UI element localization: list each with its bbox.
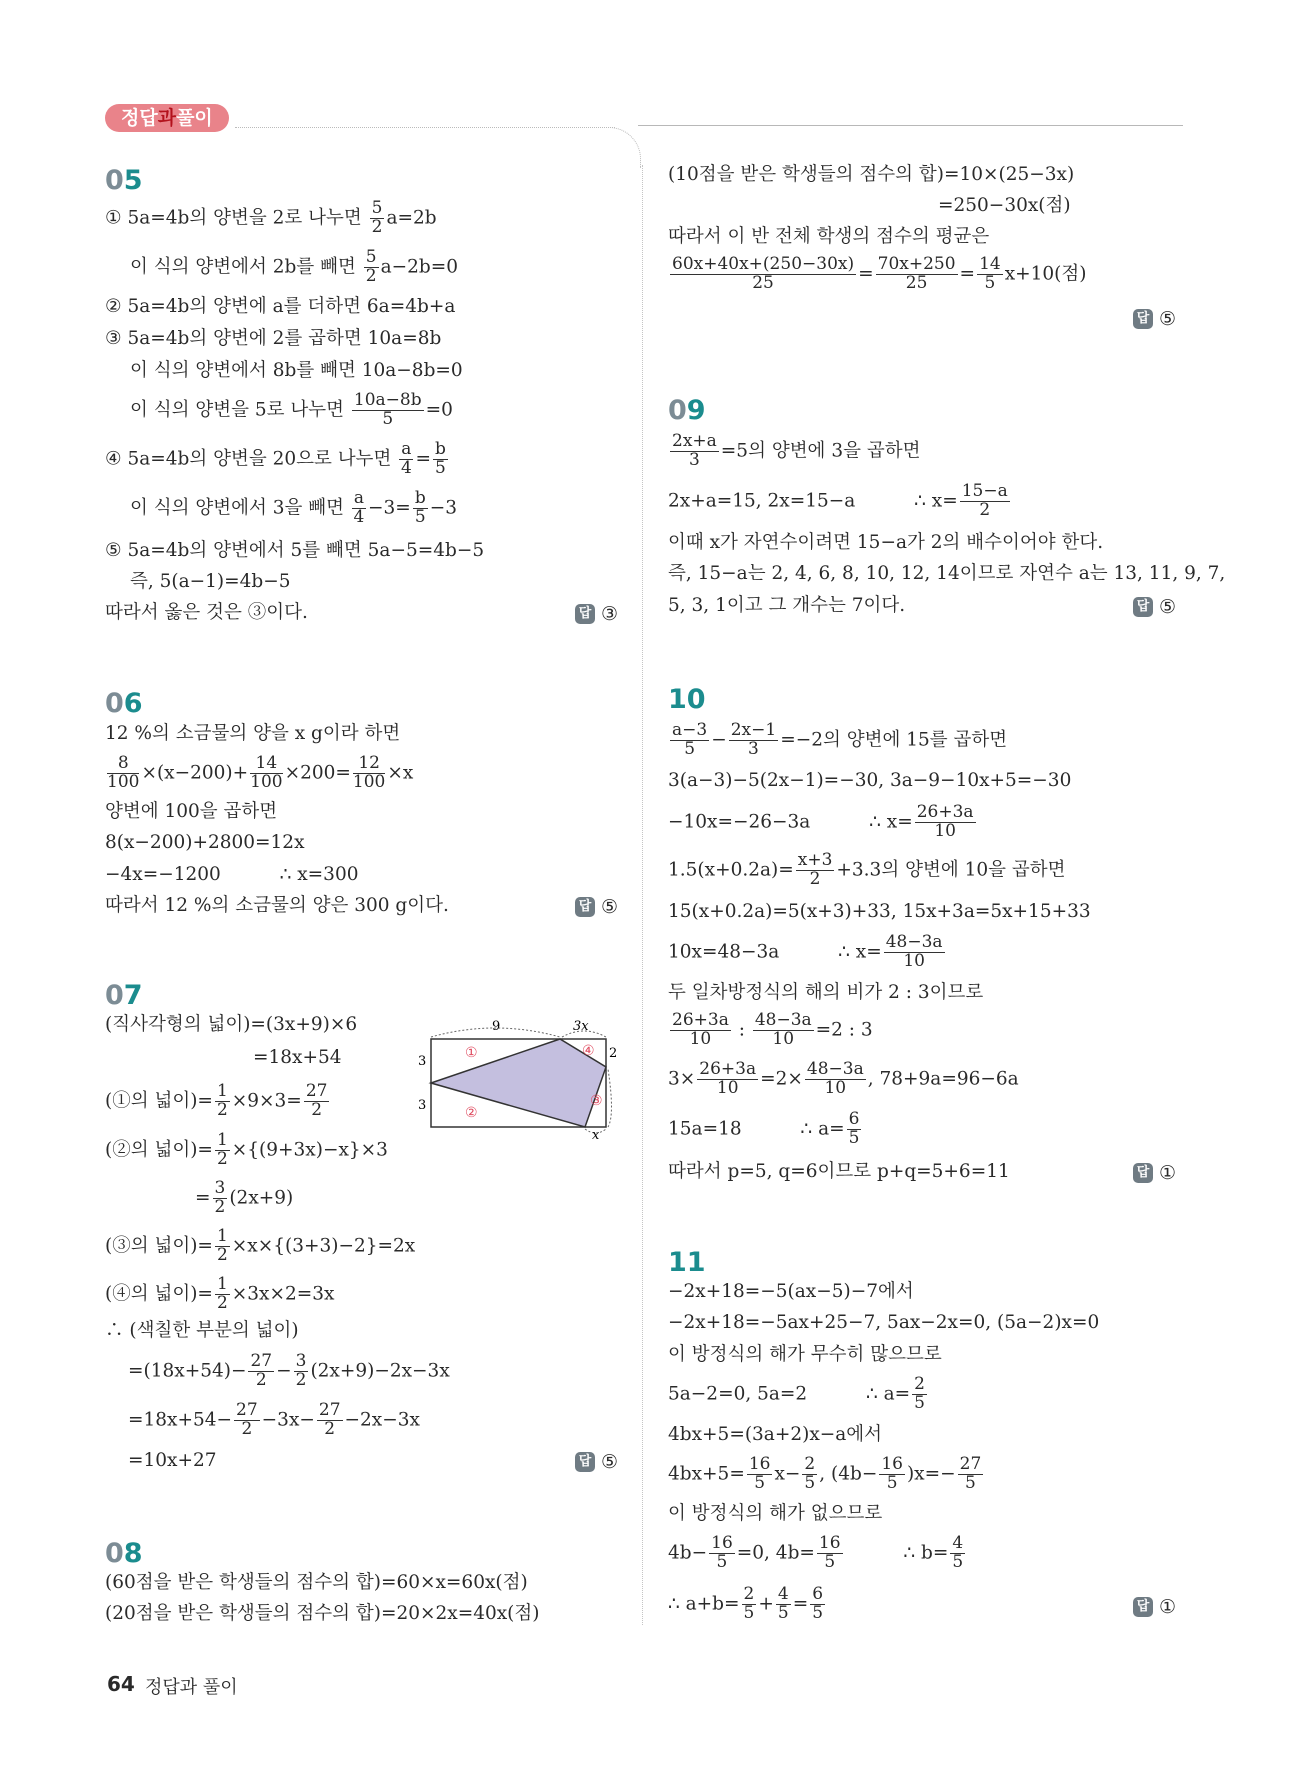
p05-answer: 답 ③ (575, 603, 618, 625)
p07-line-5: = $\frac{3}{2}$ (2x+9) (195, 1178, 294, 1217)
p10-line-1: $\frac{a-3}{5}$ − $\frac{2x-1}{3}$ =−2의 양변에 15를 곱하면 (672, 720, 1008, 759)
p05-line-4: ③ 5a=4b의 양변에 2를 곱하면 10a=8b (105, 328, 442, 349)
p10-line-11: 따라서 p=5, q=6이므로 p+q=5+6=11 (668, 1161, 1010, 1182)
p10-line-6: 10x=48−3a ∴ x= $\frac{48-3a}{10}$ (668, 932, 943, 971)
p09-line-5: 5, 3, 1이고 그 개수는 7이다. (668, 595, 906, 616)
p07-line-7: (④의 넓이)= $\frac{1}{2}$ ×3x×2=3x (105, 1274, 335, 1313)
p08-line-6: $\frac{60x+40x+(250-30x)}{25}$ = $\frac{70x+250}{25}$ = $\frac{14}{5}$ x+10(점) (672, 254, 1087, 293)
p07-line-3: (①의 넓이)= $\frac{1}{2}$ ×9×3= $\frac{27}{2}$ (105, 1081, 328, 1120)
p06-line-5: −4x=−1200 ∴ x=300 (105, 864, 359, 885)
p10-line-3: −10x=−26−3a ∴ x= $\frac{26+3a}{10}$ (668, 802, 974, 841)
problem-number-09: 09 (668, 395, 706, 426)
p09-line-3: 이때 x가 자연수이려면 15−a가 2의 배수이어야 한다. (668, 532, 1104, 553)
p05-line-9: ⑤ 5a=4b의 양변에서 5를 빼면 5a−5=4b−5 (105, 540, 485, 561)
problem-number-07: 07 (105, 980, 143, 1011)
p11-line-9: ∴ a+b= $\frac{2}{5}$ + $\frac{4}{5}$ = $\frac{6}{5}$ (668, 1584, 824, 1623)
header-dotted-curve (600, 127, 641, 168)
fig-label-3x: 3x (573, 1019, 589, 1034)
problem-number-05: 05 (105, 165, 143, 196)
fig-label-9: 9 (492, 1019, 501, 1034)
p08-line-4: =250−30x(점) (938, 195, 1071, 216)
region-label-4: ④ (582, 1043, 595, 1059)
fig-label-left-top: 3 (418, 1054, 427, 1069)
p11-line-4: 5a−2=0, 5a=2 ∴ a= $\frac{2}{5}$ (668, 1374, 925, 1413)
header-dotted-line (235, 127, 615, 128)
region-label-2: ② (465, 1105, 478, 1121)
p06-line-6: 따라서 12 %의 소금물의 양은 300 g이다. (105, 895, 449, 916)
p10-line-5: 15(x+0.2a)=5(x+3)+33, 15x+3a=5x+15+33 (668, 901, 1091, 922)
p07-answer: 답 ⑤ (575, 1451, 618, 1473)
header-badge-text-c: 풀이 (176, 107, 213, 129)
p11-line-6: 4bx+5= $\frac{16}{5}$ x− $\frac{2}{5}$ , (4b− $\frac{16}{5}$ )x=− $\frac{27}{5}$ (668, 1454, 982, 1493)
p05-line-7: ④ 5a=4b의 양변을 20으로 나누면 $\frac{a}{4}$ = $\frac{b}{5}$ (105, 439, 446, 478)
p07-line-11: =10x+27 (128, 1450, 217, 1471)
p10-line-10: 15a=18 ∴ a= $\frac{6}{5}$ (668, 1109, 860, 1148)
p09-answer: 답 ⑤ (1133, 596, 1176, 618)
p05-line-8: 이 식의 양변에서 3을 빼면 $\frac{a}{4}$ −3= $\frac{b}{5}$ −3 (130, 488, 457, 527)
p11-line-2: −2x+18=−5ax+25−7, 5ax−2x=0, (5a−2)x=0 (668, 1312, 1100, 1333)
p10-line-4: 1.5(x+0.2a)= $\frac{x+3}{2}$ +3.3의 양변에 10을 곱하면 (668, 850, 1066, 889)
p07-line-2: =18x+54 (253, 1047, 342, 1068)
answer-badge: 답 (575, 604, 595, 624)
p06-answer: 답 ⑤ (575, 896, 618, 918)
p05-line-6: 이 식의 양변을 5로 나누면 $\frac{10a-8b}{5}$ =0 (130, 390, 453, 429)
p10-answer: 답 ① (1133, 1162, 1176, 1184)
p05-line-2: 이 식의 양변에서 2b를 빼면 $\frac{5}{2}$ a−2b=0 (130, 247, 458, 286)
p07-line-4: (②의 넓이)= $\frac{1}{2}$ ×{(9+3x)−x}×3 (105, 1130, 388, 1169)
column-divider (642, 165, 643, 1625)
p11-line-8: 4b− $\frac{16}{5}$ =0, 4b= $\frac{16}{5}$ ∴ b= $\frac{4}{5}$ (668, 1533, 964, 1572)
page-number: 64 (107, 1672, 135, 1696)
p08-answer: 답 ⑤ (1133, 308, 1176, 330)
p05-line-11: 따라서 옳은 것은 ③이다. (105, 602, 308, 623)
p08-line-5: 따라서 이 반 전체 학생의 점수의 평균은 (668, 226, 990, 247)
p09-line-4: 즉, 15−a는 2, 4, 6, 8, 10, 12, 14이므로 자연수 a는 13, 11, 9, 7, (668, 563, 1226, 584)
p05-line-10: 즉, 5(a−1)=4b−5 (130, 571, 291, 592)
p05-line-5: 이 식의 양변에서 8b를 빼면 10a−8b=0 (130, 360, 463, 381)
p08-line-2: (20점을 받은 학생들의 점수의 합)=20×2x=40x(점) (105, 1603, 540, 1624)
problem-number-08: 08 (105, 1538, 143, 1569)
p07-line-1: (직사각형의 넓이)=(3x+9)×6 (105, 1014, 358, 1035)
p11-line-7: 이 방정식의 해가 없으므로 (668, 1503, 883, 1524)
header-badge (105, 104, 229, 132)
problem-number-06: 06 (105, 688, 143, 719)
p10-line-7: 두 일차방정식의 해의 비가 2 : 3이므로 (668, 982, 984, 1003)
header-badge-text-b: 과 (157, 107, 177, 129)
p11-line-5: 4bx+5=(3a+2)x−a에서 (668, 1424, 883, 1445)
fig-label-right-top: 2 (609, 1046, 618, 1061)
p08-line-1: (60점을 받은 학생들의 점수의 합)=60×x=60x(점) (105, 1572, 528, 1593)
p10-line-2: 3(a−3)−5(2x−1)=−30, 3a−9−10x+5=−30 (668, 770, 1072, 791)
p11-line-3: 이 방정식의 해가 무수히 많으므로 (668, 1344, 942, 1365)
footer-label: 정답과 풀이 (145, 1677, 238, 1698)
shaded-quadrilateral (431, 1039, 606, 1127)
p07-line-9: =(18x+54)− $\frac{27}{2}$ − $\frac{3}{2}$ (2x+9)−2x−3x (128, 1351, 450, 1390)
p06-line-2: $\frac{8}{100}$ ×(x−200)+ $\frac{14}{100}$ ×200= $\frac{12}{100}$ ×x (107, 753, 414, 792)
fig-label-left-bottom: 3 (418, 1098, 427, 1113)
p06-line-3: 양변에 100을 곱하면 (105, 801, 278, 822)
p07-line-6: (③의 넓이)= $\frac{1}{2}$ ×x×{(3+3)−2}=2x (105, 1226, 416, 1265)
p06-line-4: 8(x−200)+2800=12x (105, 832, 305, 853)
p09-line-1: $\frac{2x+a}{3}$ =5의 양변에 3을 곱하면 (672, 431, 921, 470)
problem-number-11: 11 (668, 1247, 706, 1278)
p09-line-2: 2x+a=15, 2x=15−a ∴ x= $\frac{15-a}{2}$ (668, 481, 1008, 520)
p10-line-9: 3× $\frac{26+3a}{10}$ =2× $\frac{48-3a}{10}$ , 78+9a=96−6a (668, 1059, 1019, 1098)
p11-answer: 답 ① (1133, 1596, 1176, 1618)
problem-number-10: 10 (668, 684, 706, 715)
header-rule (638, 125, 1183, 126)
p05-line-3: ② 5a=4b의 양변에 a를 더하면 6a=4b+a (105, 296, 456, 317)
region-label-3: ③ (590, 1093, 603, 1109)
p10-line-8: $\frac{26+3a}{10}$ : $\frac{48-3a}{10}$ =2 : 3 (672, 1010, 873, 1049)
header-badge-text-a: 정답 (121, 107, 158, 129)
region-label-1: ① (465, 1045, 478, 1061)
fig-label-x: x (592, 1128, 600, 1143)
p06-line-1: 12 %의 소금물의 양을 x g이라 하면 (105, 723, 401, 744)
p07-line-8: ∴ (색칠한 부분의 넓이) (105, 1320, 299, 1341)
p05-line-1: ① 5a=4b의 양변을 2로 나누면 $\frac{5}{2}$ a=2b (105, 198, 437, 237)
p07-line-10: =18x+54− $\frac{27}{2}$ −3x− $\frac{27}{2}$ −2x−3x (128, 1400, 420, 1439)
p07-rectangle-figure (410, 1015, 618, 1143)
p11-line-1: −2x+18=−5(ax−5)−7에서 (668, 1281, 914, 1302)
p08-line-3: (10점을 받은 학생들의 점수의 합)=10×(25−3x) (668, 164, 1075, 185)
